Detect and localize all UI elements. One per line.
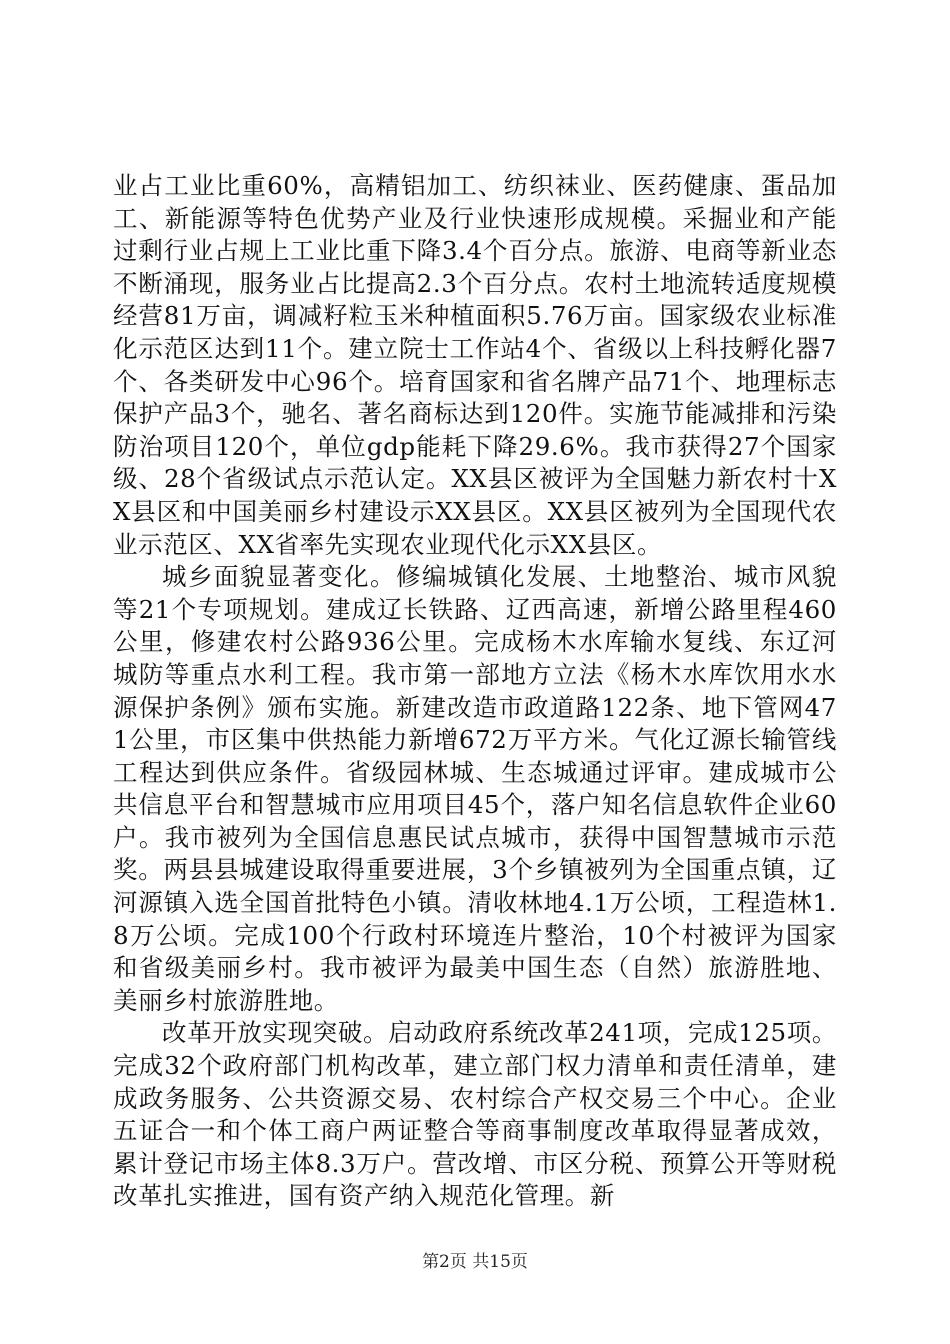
document-body — [113, 170, 837, 1213]
page-number-footer: 第2页 共15页 — [422, 1252, 528, 1272]
paragraph-3: 改革开放实现突破。启动政府系统改革241项，完成125项。完成32个政府部门机构改革，建立部门权力清单和责任清单，建成政务服务、公共资源交易、农村综合产权交易三个中心。企业五证合一和个体工商户两证整合等商事制度改革取得显著成效，累计登记市场主体8.3万户。营改增、市区分税、预算公开等财税改革扎实推进，国有资产纳入规范化管理。新 — [113, 1018, 837, 1211]
paragraph-1: 业占工业比重60%，高精铝加工、纺织袜业、医药健康、蛋品加工、新能源等特色优势产业及行业快速形成规模。采掘业和产能过剩行业占规上工业比重下降3.4个百分点。旅游、电商等新业态不断涌现，服务业占比提高2.3个百分点。农村土地流转适度规模经营81万亩，调减籽粒玉米种植面积5.76万亩。国家级农业标准化示范区达到11个。建立院士工作站4个、省级以上科技孵化器7个、各类研发中心96个。培育国家和省名牌产品71个、地理标志保护产品3个，驰名、著名商标达到120件。实施节能减排和污染防治项目120个，单位gdp能耗下降29.6%。我市获得27个国家级、28个省级试点示范认定。XX县区被评为全国魅力新农村十XX县区和中国美丽乡村建设示XX县区。XX县区被列为全国现代农业示范区、XX省率先实现农业现代化示XX县区。 — [113, 171, 837, 559]
paragraph-2: 城乡面貌显著变化。修编城镇化发展、土地整治、城市风貌等21个专项规划。建成辽长铁路、辽西高速，新增公路里程460公里，修建农村公路936公里。完成杨木水库输水复线、东辽河城防等重点水利工程。我市第一部地方立法《杨木水库饮用水水源保护条例》颁布实施。新建改造市政道路122条、地下管网471公里，市区集中供热能力新增672万平方米。气化辽源长输管线工程达到供应条件。省级园林城、生态城通过评审。建成城市公共信息平台和智慧城市应用项目45个，落户知名信息软件企业60户。我市被列为全国信息惠民试点城市，获得中国智慧城市示范奖。两县县城建设取得重要进展，3个乡镇被列为全国重点镇，辽河源镇入选全国首批特色小镇。清收林地4.1万公顷，工程造林1.8万公顷。完成100个行政村环境连片整治，10个村被评为国家和省级美丽乡村。我市被评为最美中国生态（自然）旅游胜地、美丽乡村旅游胜地。 — [113, 562, 837, 1015]
